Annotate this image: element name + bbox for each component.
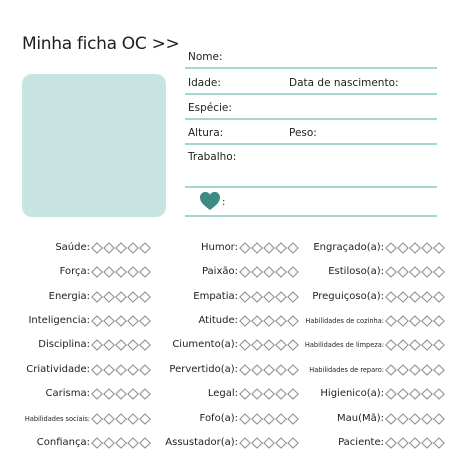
rating-diamond-icon[interactable] [92,389,102,399]
rating-diamond-icon[interactable] [116,267,126,277]
rating-diamond-icon[interactable] [140,414,150,424]
rating-diamond-icon[interactable] [422,292,432,302]
rating-diamond-icon[interactable] [434,414,444,424]
rating-diamonds[interactable] [91,339,151,351]
rating-diamond-icon[interactable] [252,316,262,326]
rating-diamond-icon[interactable] [422,414,432,424]
rating-diamond-icon[interactable] [104,414,114,424]
rating-diamonds[interactable] [91,315,151,327]
rating-diamond-icon[interactable] [398,414,408,424]
weight-label: Peso: [289,127,317,139]
rating-diamond-icon[interactable] [140,340,150,350]
stat-label: Paixão: [201,266,238,277]
rating-diamonds[interactable] [239,291,299,303]
rating-diamond-icon[interactable] [252,414,262,424]
rating-diamond-icon[interactable] [264,292,274,302]
rating-diamond-icon[interactable] [434,267,444,277]
rating-diamond-icon[interactable] [386,389,396,399]
rating-diamond-icon[interactable] [398,389,408,399]
rating-diamonds[interactable] [239,242,299,254]
rating-diamond-icon[interactable] [104,340,114,350]
rating-diamonds[interactable] [91,291,151,303]
rating-diamond-icon[interactable] [128,243,138,253]
rating-diamond-icon[interactable] [434,292,444,302]
height-label: Altura: [188,127,224,139]
rating-diamond-icon[interactable] [386,243,396,253]
rating-diamond-icon[interactable] [104,292,114,302]
rating-diamond-icon[interactable] [240,316,250,326]
rating-diamond-icon[interactable] [264,365,274,375]
rating-diamond-icon[interactable] [116,438,126,448]
rating-diamonds[interactable] [239,413,299,425]
rating-diamond-icon[interactable] [434,365,444,375]
rating-diamond-icon[interactable] [104,389,114,399]
rating-diamond-icon[interactable] [252,243,262,253]
stat-label: Empatia: [193,291,238,302]
rating-diamond-icon[interactable] [288,292,298,302]
rating-diamond-icon[interactable] [128,414,138,424]
rating-diamond-icon[interactable] [410,292,420,302]
rating-diamond-icon[interactable] [104,267,114,277]
stat-label: Engraçado(a): [313,242,384,253]
rating-diamond-icon[interactable] [116,365,126,375]
rating-diamond-icon[interactable] [264,316,274,326]
rating-diamonds[interactable] [385,437,445,449]
stat-label: Habilidades de cozinha: [305,317,384,325]
page-title: Minha ficha OC >> [22,34,180,54]
rating-diamond-icon[interactable] [116,340,126,350]
rating-diamond-icon[interactable] [422,365,432,375]
rating-diamond-icon[interactable] [276,292,286,302]
rating-diamond-icon[interactable] [386,340,396,350]
rating-diamonds[interactable] [385,266,445,278]
rating-diamond-icon[interactable] [252,267,262,277]
age-label: Idade: [188,77,221,89]
stat-label: Higienico(a): [320,388,384,399]
rating-diamond-icon[interactable] [104,243,114,253]
rating-diamond-icon[interactable] [252,438,262,448]
stat-label: Fofo(a): [199,413,238,424]
heart-icon [199,191,221,211]
stat-label: Carisma: [45,388,90,399]
stat-label: Ciumento(a): [172,339,238,350]
rating-diamond-icon[interactable] [240,267,250,277]
name-line [185,67,437,69]
rating-diamond-icon[interactable] [240,340,250,350]
rating-diamond-icon[interactable] [410,389,420,399]
rating-diamond-icon[interactable] [422,438,432,448]
rating-diamond-icon[interactable] [116,414,126,424]
rating-diamond-icon[interactable] [434,389,444,399]
rating-diamond-icon[interactable] [252,292,262,302]
rating-diamond-icon[interactable] [140,316,150,326]
rating-diamond-icon[interactable] [140,438,150,448]
rating-diamond-icon[interactable] [92,340,102,350]
rating-diamond-icon[interactable] [276,365,286,375]
rating-diamond-icon[interactable] [240,438,250,448]
rating-diamonds[interactable] [91,413,151,425]
rating-diamond-icon[interactable] [434,340,444,350]
stat-label: Legal: [207,388,238,399]
birth-date-label: Data de nascimento: [289,77,399,89]
rating-diamond-icon[interactable] [386,438,396,448]
rating-diamond-icon[interactable] [398,316,408,326]
rating-diamond-icon[interactable] [104,438,114,448]
rating-diamond-icon[interactable] [386,365,396,375]
rating-diamond-icon[interactable] [410,340,420,350]
rating-diamond-icon[interactable] [92,267,102,277]
stat-label: Pervertido(a): [169,364,238,375]
heart-colon: : [222,197,226,208]
rating-diamond-icon[interactable] [252,340,262,350]
rating-diamonds[interactable] [385,388,445,400]
rating-diamond-icon[interactable] [288,243,298,253]
rating-diamonds[interactable] [239,388,299,400]
rating-diamond-icon[interactable] [252,365,262,375]
rating-diamond-icon[interactable] [264,438,274,448]
rating-diamond-icon[interactable] [386,414,396,424]
stat-label: Energia: [48,291,90,302]
rating-diamond-icon[interactable] [276,389,286,399]
rating-diamond-icon[interactable] [128,316,138,326]
rating-diamond-icon[interactable] [398,243,408,253]
rating-diamond-icon[interactable] [92,292,102,302]
stat-label: Disciplina: [38,339,90,350]
rating-diamond-icon[interactable] [116,243,126,253]
rating-diamond-icon[interactable] [398,365,408,375]
stat-label: Assustador(a): [165,437,238,448]
rating-diamonds[interactable] [239,339,299,351]
rating-diamond-icon[interactable] [128,267,138,277]
rating-diamonds[interactable] [239,364,299,376]
stat-label: Confiança: [36,437,90,448]
stat-label: Criatividade: [26,364,90,375]
rating-diamonds[interactable] [91,437,151,449]
rating-diamond-icon[interactable] [276,267,286,277]
job-label: Trabalho: [188,151,237,163]
rating-diamond-icon[interactable] [140,243,150,253]
rating-diamonds[interactable] [385,242,445,254]
rating-diamond-icon[interactable] [422,389,432,399]
rating-diamonds[interactable] [91,388,151,400]
rating-diamond-icon[interactable] [92,365,102,375]
rating-diamond-icon[interactable] [288,438,298,448]
rating-diamond-icon[interactable] [386,316,396,326]
rating-diamond-icon[interactable] [386,292,396,302]
rating-diamond-icon[interactable] [252,389,262,399]
rating-diamond-icon[interactable] [422,267,432,277]
rating-diamonds[interactable] [91,364,151,376]
rating-diamond-icon[interactable] [386,267,396,277]
rating-diamond-icon[interactable] [410,243,420,253]
rating-diamond-icon[interactable] [398,292,408,302]
rating-diamonds[interactable] [385,413,445,425]
rating-diamond-icon[interactable] [264,267,274,277]
stat-label: Habilidades sociais: [24,415,90,423]
rating-diamond-icon[interactable] [116,316,126,326]
rating-diamond-icon[interactable] [410,438,420,448]
rating-diamond-icon[interactable] [140,389,150,399]
rating-diamonds[interactable] [91,266,151,278]
rating-diamonds[interactable] [385,364,445,376]
rating-diamond-icon[interactable] [240,414,250,424]
stat-label: Saúde: [55,242,90,253]
stat-label: Habilidades de reparo: [309,366,384,374]
name-label: Nome: [188,51,223,63]
stat-label: Inteligencia: [28,315,90,326]
rating-diamond-icon[interactable] [128,365,138,375]
rating-diamond-icon[interactable] [288,267,298,277]
rating-diamonds[interactable] [385,315,445,327]
rating-diamond-icon[interactable] [410,365,420,375]
rating-diamond-icon[interactable] [116,292,126,302]
rating-diamond-icon[interactable] [140,365,150,375]
rating-diamond-icon[interactable] [422,316,432,326]
rating-diamond-icon[interactable] [410,316,420,326]
rating-diamond-icon[interactable] [276,438,286,448]
rating-diamond-icon[interactable] [288,316,298,326]
rating-diamond-icon[interactable] [92,438,102,448]
height-line [185,143,437,145]
species-line [185,118,437,120]
rating-diamond-icon[interactable] [128,292,138,302]
rating-diamonds[interactable] [239,437,299,449]
rating-diamond-icon[interactable] [398,340,408,350]
rating-diamond-icon[interactable] [240,389,250,399]
rating-diamond-icon[interactable] [128,438,138,448]
age-line [185,93,437,95]
rating-diamond-icon[interactable] [140,292,150,302]
stat-label: Força: [59,266,90,277]
rating-diamond-icon[interactable] [92,316,102,326]
rating-diamond-icon[interactable] [410,414,420,424]
rating-diamond-icon[interactable] [104,316,114,326]
rating-diamond-icon[interactable] [288,389,298,399]
rating-diamond-icon[interactable] [288,414,298,424]
rating-diamond-icon[interactable] [240,365,250,375]
rating-diamond-icon[interactable] [422,340,432,350]
rating-diamonds[interactable] [239,266,299,278]
rating-diamonds[interactable] [239,315,299,327]
rating-diamond-icon[interactable] [104,365,114,375]
rating-diamond-icon[interactable] [276,243,286,253]
rating-diamond-icon[interactable] [276,340,286,350]
stat-label: Humor: [200,242,238,253]
rating-diamond-icon[interactable] [240,292,250,302]
stat-label: Atitude: [198,315,238,326]
rating-diamond-icon[interactable] [92,243,102,253]
rating-diamond-icon[interactable] [264,414,274,424]
stat-label: Mau(Mã): [336,413,384,424]
species-label: Espécie: [188,102,232,114]
rating-diamonds[interactable] [385,339,445,351]
rating-diamond-icon[interactable] [276,316,286,326]
rating-diamond-icon[interactable] [116,389,126,399]
rating-diamond-icon[interactable] [92,414,102,424]
rating-diamond-icon[interactable] [422,243,432,253]
stat-label: Estiloso(a): [328,266,384,277]
rating-diamond-icon[interactable] [398,267,408,277]
rating-diamond-icon[interactable] [288,340,298,350]
job-line [185,186,437,188]
rating-diamond-icon[interactable] [434,243,444,253]
rating-diamond-icon[interactable] [398,438,408,448]
stat-label: Preguiçoso(a): [312,291,384,302]
rating-diamond-icon[interactable] [128,389,138,399]
rating-diamond-icon[interactable] [240,243,250,253]
rating-diamond-icon[interactable] [140,267,150,277]
rating-diamond-icon[interactable] [128,340,138,350]
rating-diamond-icon[interactable] [434,438,444,448]
stat-label: Habilidades de limpeza: [304,341,384,349]
rating-diamond-icon[interactable] [276,414,286,424]
rating-diamond-icon[interactable] [264,340,274,350]
heart-line [185,215,437,217]
rating-diamond-icon[interactable] [288,365,298,375]
rating-diamond-icon[interactable] [264,243,274,253]
rating-diamonds[interactable] [385,291,445,303]
rating-diamonds[interactable] [91,242,151,254]
stat-label: Paciente: [338,437,384,448]
rating-diamond-icon[interactable] [410,267,420,277]
rating-diamond-icon[interactable] [434,316,444,326]
rating-diamond-icon[interactable] [264,389,274,399]
character-photo-area[interactable] [22,74,166,217]
